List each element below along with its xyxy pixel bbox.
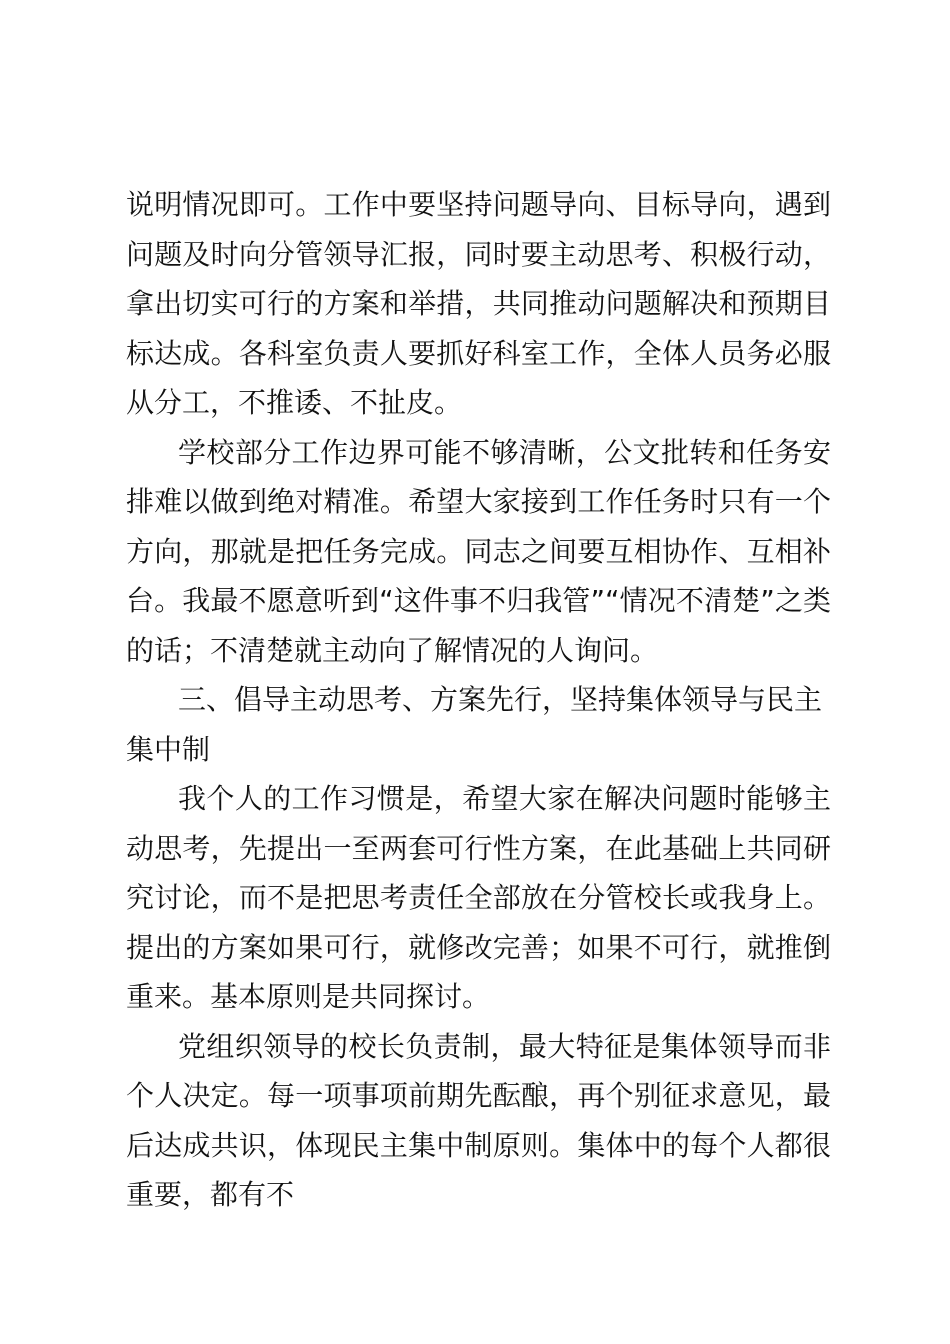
paragraph-division-of-work: 学校部分工作边界可能不够清晰，公文批转和任务安排难以做到绝对精准。希望大家接到工作任务时只有一个方向，那就是把任务完成。同志之间要互相协作、互相补台。我最不愿意听到“这件事不归我管”“情况不清楚”之类的话；不清楚就主动向了解情况的人询问。 — [126, 435, 831, 667]
document-body — [126, 180, 831, 1220]
paragraph-collective-leadership: 党组织领导的校长负责制，最大特征是集体领导而非个人决定。每一项事项前期先酝酿，再个别征求意见，最后达成共识，体现民主集中制原则。集体中的每个人都很重要，都有不 — [126, 1029, 831, 1211]
paragraph-continuation: 说明情况即可。工作中要坚持问题导向、目标导向，遇到问题及时向分管领导汇报，同时要主动思考、积极行动，拿出切实可行的方案和举措，共同推动问题解决和预期目标达成。各科室负责人要抓好科室工作，全体人员务必服从分工，不推诿、不扯皮。 — [126, 188, 831, 419]
paragraph-proactive-thinking: 我个人的工作习惯是，希望大家在解决问题时能够主动思考，先提出一至两套可行性方案，在此基础上共同研究讨论，而不是把思考责任全部放在分管校长或我身上。提出的方案如果可行，就修改完善；如果不可行，就推倒重来。基本原则是共同探讨。 — [126, 782, 831, 1013]
section-heading-3: 三、倡导主动思考、方案先行，坚持集体领导与民主集中制 — [126, 683, 823, 766]
